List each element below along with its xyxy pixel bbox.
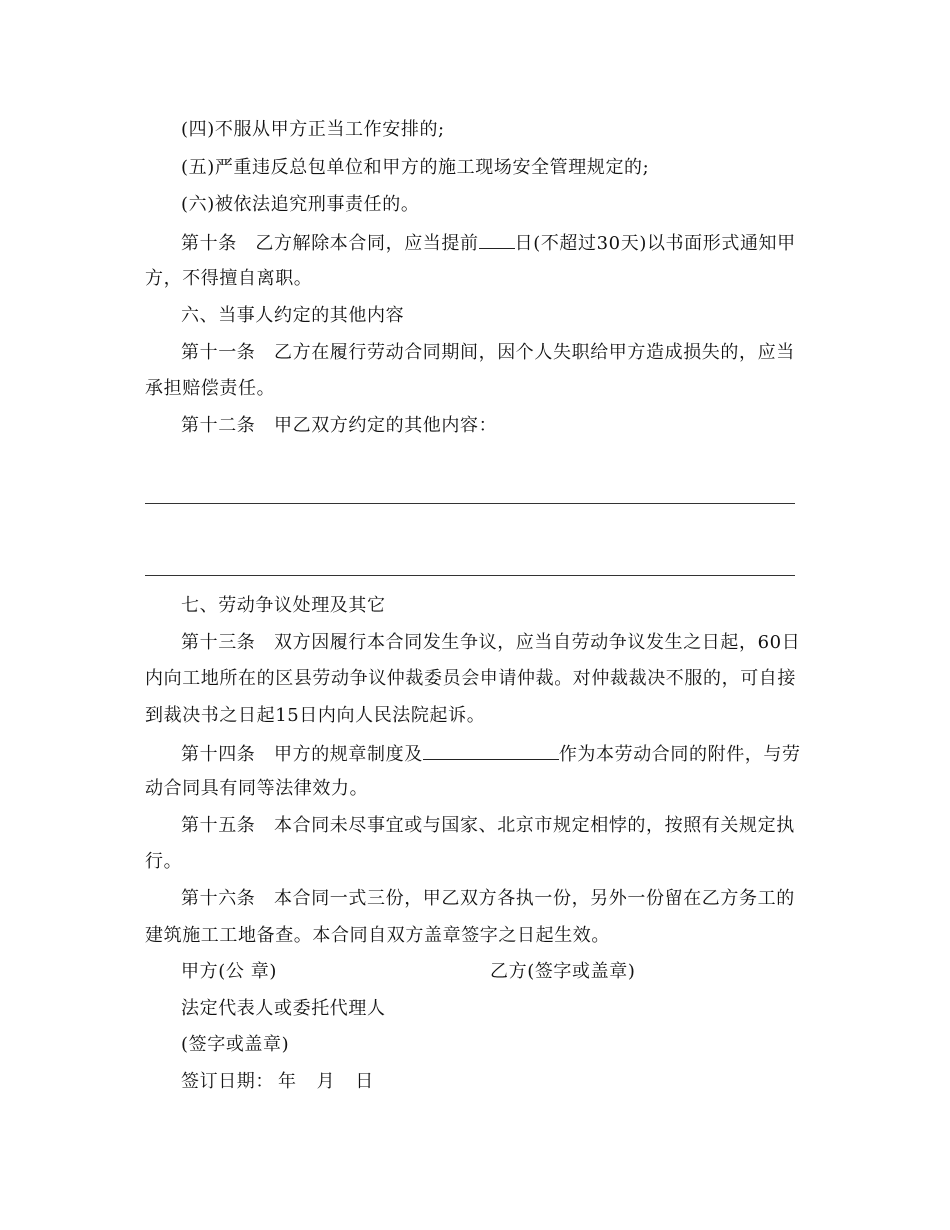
date-day-label: 日 [355,1071,374,1092]
article-16-line-1: 第十六条 本合同一式三份，甲乙双方各执一份，另外一份留在乙方务工的 [181,888,795,909]
representative-label: 法定代表人或委托代理人 [181,998,386,1019]
other-terms-blank-line-1 [145,503,795,504]
article-11-line-1: 第十一条 乙方在履行劳动合同期间，因个人失职给甲方造成损失的，应当 [181,342,795,363]
article-14-line-2: 动合同具有同等法律效力。 [145,778,369,799]
article-10-text-b: 日(不超过30天)以书面形式通知甲 [514,233,796,254]
article-10-line-2: 方，不得擅自离职。 [145,268,313,289]
date-year-label: 年 [278,1071,297,1092]
clause-item-4: (四)不服从甲方正当工作安排的; [181,119,445,140]
clause-item-6: (六)被依法追究刑事责任的。 [181,194,420,215]
article-12-line: 第十二条 甲乙双方约定的其他内容： [181,415,498,436]
article-15-line-2: 行。 [145,851,183,872]
party-a-seal-label: 甲方(公 章) [181,961,277,982]
clause-item-5: (五)严重违反总包单位和甲方的施工现场安全管理规定的; [181,157,650,178]
article-14-line-1 [181,741,810,765]
article-10-text-a: 第十条 乙方解除本合同，应当提前 [181,233,479,254]
notice-days-blank [479,230,515,249]
attachment-blank [423,741,559,760]
signing-date-row [181,1070,810,1094]
article-13-line-2: 内向工地所在的区县劳动争议仲裁委员会申请仲裁。对仲裁裁决不服的，可自接 [145,668,796,689]
date-month-label: 月 [316,1071,336,1092]
article-14-text-b: 作为本劳动合同的附件，与劳 [558,744,801,765]
article-13-line-3: 到裁决书之日起15日内向人民法院起诉。 [145,705,486,726]
signing-date-label: 签订日期： [181,1071,274,1092]
article-14-text-a: 第十四条 甲方的规章制度及 [181,744,423,765]
article-13-line-1: 第十三条 双方因履行本合同发生争议，应当自劳动争议发生之日起，60日 [181,632,801,653]
article-15-line-1: 第十五条 本合同未尽事宜或与国家、北京市规定相悖的，按照有关规定执 [181,815,795,836]
section-7-heading: 七、劳动争议处理及其它 [181,595,386,616]
article-16-line-2: 建筑施工工地备查。本合同自双方盖章签字之日起生效。 [145,925,610,946]
representative-sign-label: (签字或盖章) [181,1034,290,1055]
article-11-line-2: 承担赔偿责任。 [145,378,276,399]
party-b-seal-label: 乙方(签字或盖章) [490,961,636,982]
section-6-heading: 六、当事人约定的其他内容 [181,305,405,326]
other-terms-blank-line-2 [145,575,795,576]
article-10-line-1 [181,230,810,254]
